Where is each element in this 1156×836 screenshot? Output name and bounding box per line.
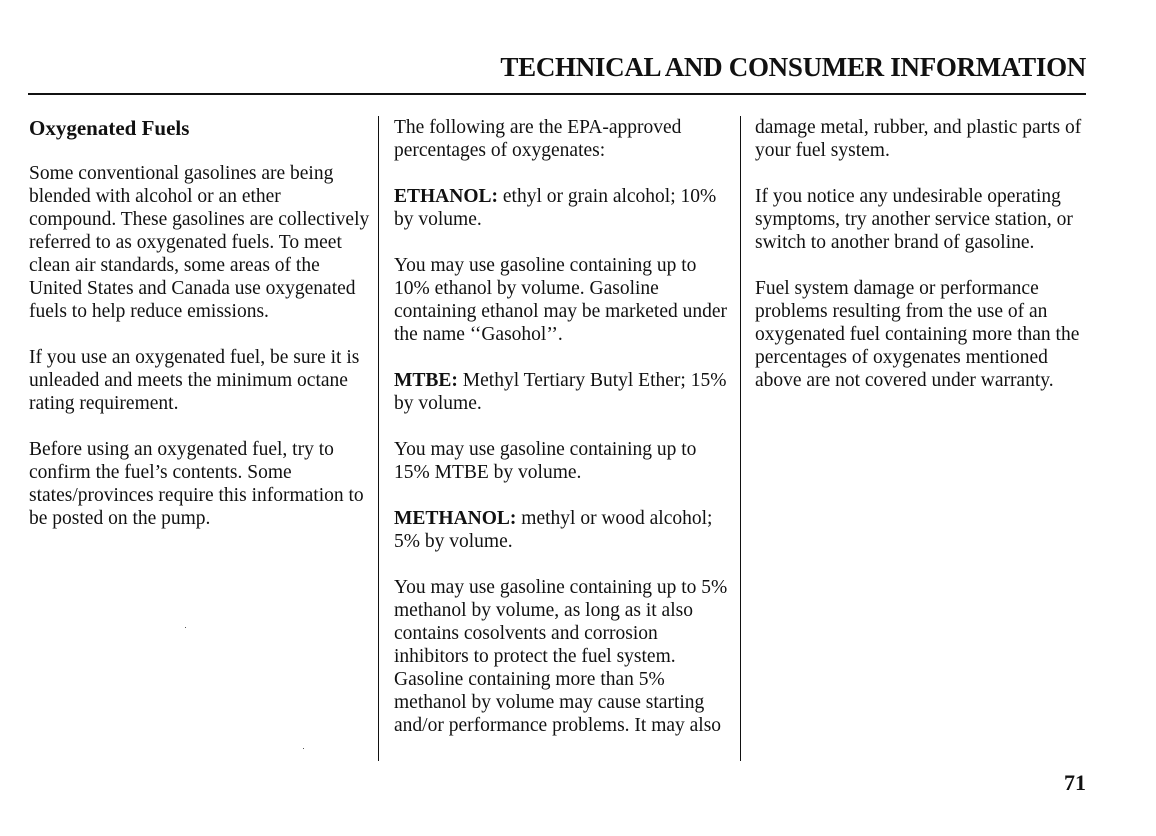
ethanol-definition — [394, 185, 730, 231]
ethanol-note: You may use gasoline containing up to 10% ethanol by volume. Gasoline containing ethanol may be marketed under the name ‘‘Gasohol’’. — [394, 255, 728, 345]
scan-speck — [185, 627, 186, 628]
paragraph-confirm-contents: Before using an oxygenated fuel, try to confirm the fuel’s contents. Some states/provinces require this information to be posted on the pump. — [29, 439, 364, 529]
column-divider-1 — [378, 116, 379, 761]
paragraph-damage-continued: damage metal, rubber, and plastic parts of your fuel system. — [755, 117, 1082, 161]
paragraph-undesirable-symptoms: If you notice any undesirable operating symptoms, try another service station, or switch to another brand of gasoline. — [755, 186, 1073, 253]
ethanol-term: ETHANOL: — [394, 186, 499, 207]
methanol-definition-text: methyl or wood alcohol; 5% by volume. — [394, 508, 713, 552]
mtbe-term: MTBE: — [394, 370, 458, 391]
paragraph-unleaded-requirement: If you use an oxygenated fuel, be sure it is unleaded and meets the minimum octane rating requirement. — [29, 347, 360, 414]
methanol-term: METHANOL: — [394, 508, 517, 529]
column-divider-2 — [740, 116, 741, 761]
paragraph-oxygenated-intro: Some conventional gasolines are being blended with alcohol or an ether compound. These gasolines are collectively referred to as oxygenated fuels. To meet clean air standards, some areas of the United States and Canada use oxygenated fuels to help reduce emissions. — [29, 163, 370, 322]
column-1 — [29, 116, 371, 553]
ethanol-definition-text: ethyl or grain alcohol; 10% by volume. — [394, 186, 717, 230]
paragraph-epa-intro: The following are the EPA-approved percentages of oxygenates: — [394, 117, 682, 161]
header-rule — [28, 93, 1086, 95]
mtbe-definition-text: Methyl Tertiary Butyl Ether; 15% by volume. — [394, 370, 727, 414]
column-2 — [394, 116, 730, 760]
methanol-definition — [394, 507, 730, 553]
column-3 — [755, 116, 1090, 415]
mtbe-note: You may use gasoline containing up to 15% MTBE by volume. — [394, 439, 697, 483]
page-title: TECHNICAL AND CONSUMER INFORMATION — [500, 52, 1086, 82]
methanol-note: You may use gasoline containing up to 5% methanol by volume, as long as it also contains cosolvents and corrosion inhibitors to protect the fuel system. Gasoline containing more than 5% methanol by volume may cause starting and/or performance problems. It may also — [394, 577, 728, 736]
section-heading: Oxygenated Fuels — [29, 116, 190, 140]
paragraph-warranty: Fuel system damage or performance problems resulting from the use of an oxygenated fuel containing more than the percentages of oxygenates mentioned above are not covered under warranty. — [755, 278, 1080, 391]
page-number: 71 — [1064, 770, 1086, 795]
scan-speck — [303, 748, 304, 749]
mtbe-definition — [394, 369, 730, 415]
